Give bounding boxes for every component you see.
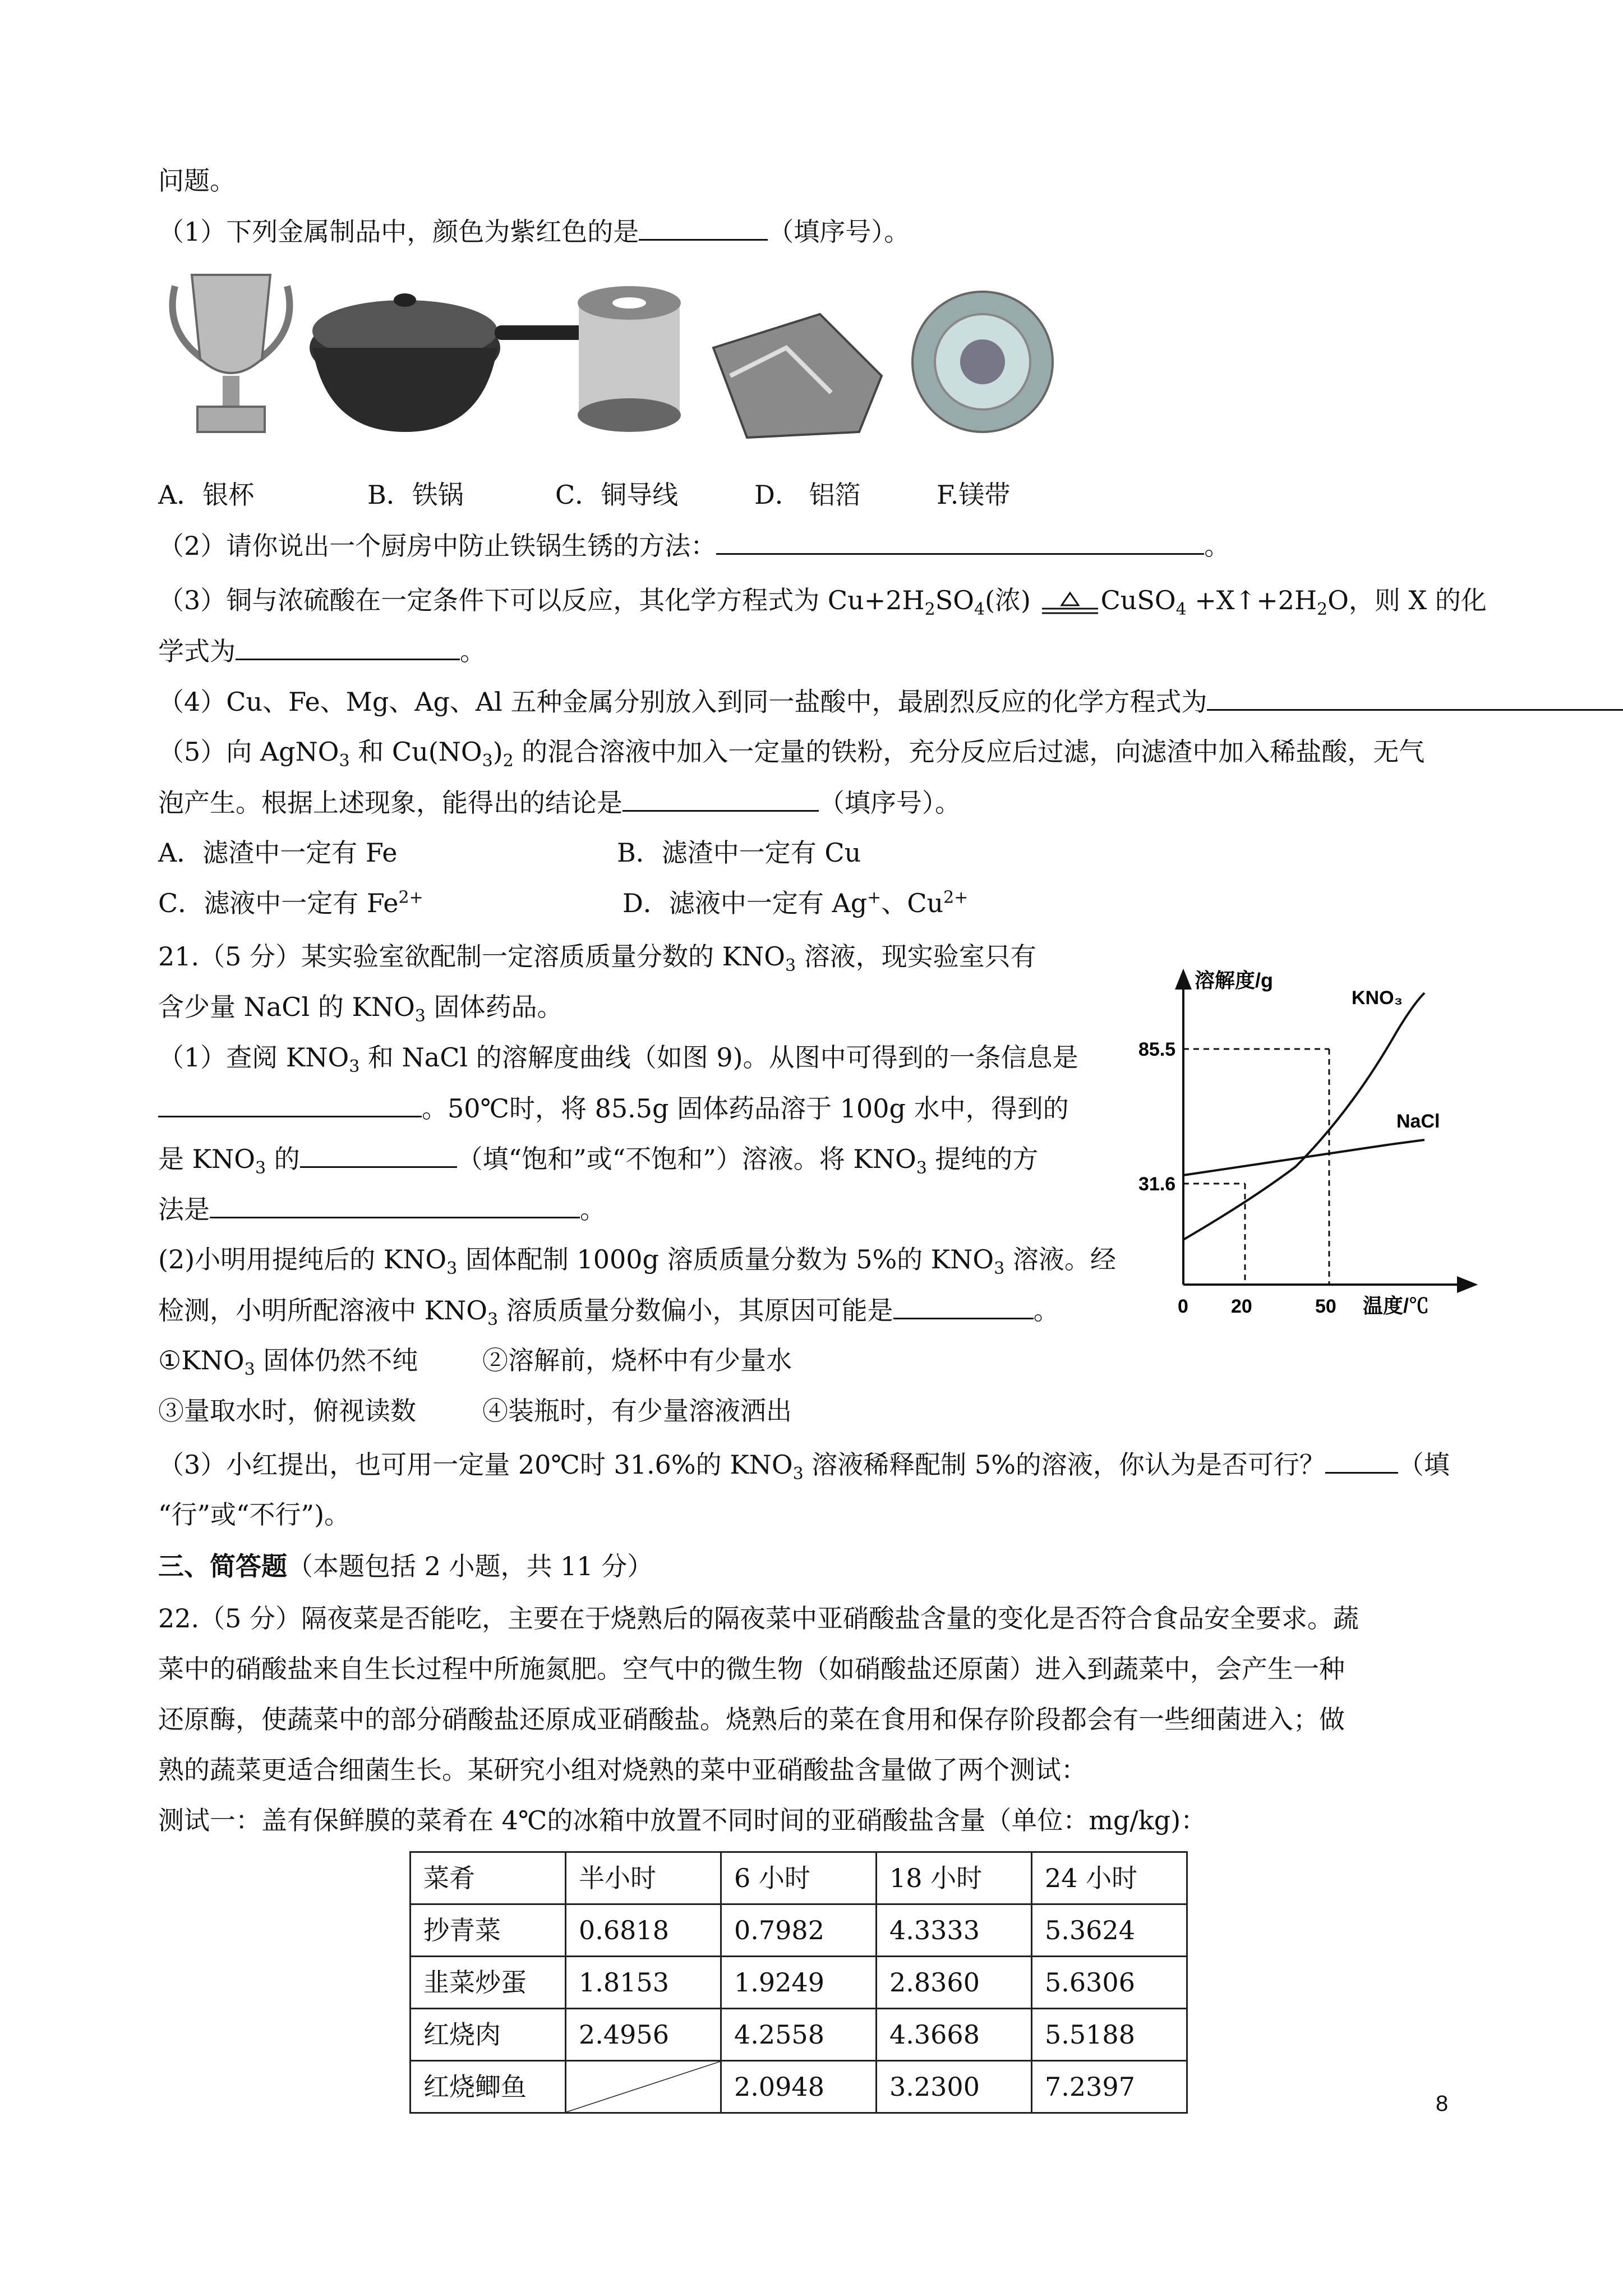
copper-wire-image (578, 286, 681, 432)
answer-blank[interactable] (210, 1192, 580, 1218)
answer-blank[interactable] (300, 1142, 457, 1168)
question-21-part2: (2)小明用提纯后的 $KNO_3$ 固体配制 1000g 溶质质量分数为 5%的 $KNO_3$ 溶液。经 (158, 1244, 1116, 1279)
answer-blank[interactable] (236, 634, 460, 660)
question-3-cont: 学式为 。 (158, 634, 486, 668)
table-cell: 红烧肉 (411, 2009, 566, 2061)
y-axis-label: 溶解度/g (1195, 969, 1273, 992)
text-line: 问题。 (158, 165, 236, 196)
answer-blank[interactable] (639, 214, 768, 241)
heat-equals-symbol (1039, 583, 1101, 617)
magnesium-ribbon-image (912, 292, 1053, 432)
option-d: D． 铝箔 (754, 480, 861, 510)
table-cell: 4.3333 (877, 1904, 1032, 1957)
nacl-label: NaCl (1396, 1111, 1440, 1132)
y-tick-85: 85.5 (1138, 1039, 1176, 1060)
table-header-cell: 半小时 (566, 1852, 721, 1904)
x-tick-50: 50 (1315, 1296, 1336, 1317)
paragraph-22-line1: 22.（5 分）隔夜菜是否能吃，主要在于烧熟后的隔夜菜中亚硝酸盐含量的变化是否符合食品安全要求。蔬 (158, 1603, 1359, 1634)
question-21-part3: （3）小红提出，也可用一定量 20℃时 31.6%的 $KNO_3$ 溶液稀释配制 5%的溶液，你认为是否可行？ （填 (158, 1447, 1450, 1481)
question-3: （3）铜与浓硫酸在一定条件下可以反应，其化学方程式为 $Cu+2H_2SO_4$(浓) CuSO$_4$ $+X↑+2H_2O$，则 X 的化 (158, 583, 1487, 617)
y-axis-arrow (1177, 972, 1190, 988)
table-cell: 红烧鲫鱼 (411, 2061, 566, 2113)
table-cell: 1.8153 (566, 1957, 721, 2009)
iron-pan-image (310, 293, 618, 432)
table-cell-diagonal (566, 2061, 721, 2113)
table-cell: 7.2397 (1032, 2061, 1187, 2113)
table-cell: 5.5188 (1032, 2009, 1187, 2061)
table-cell: 韭菜炒蛋 (411, 1957, 566, 2009)
table-cell: 2.8360 (877, 1957, 1032, 2009)
question-21-line2: 含少量 NaCl 的 $KNO_3$ 固体药品。 (158, 992, 563, 1027)
question-21-part1: （1）查阅 $KNO_3$ 和 NaCl 的溶解度曲线（如图 9)。从图中可得到的一条信息是 (158, 1042, 1078, 1077)
paragraph-22-line4: 熟的蔬菜更适合细菌生长。某研究小组对烧熟的菜中亚硝酸盐含量做了两个测试： (158, 1755, 1087, 1785)
answer-blank[interactable] (158, 1091, 422, 1117)
table-cell: 5.6306 (1032, 1957, 1187, 2009)
q5-option-d: D．滤液中一定有 Ag+、$Cu^{2+}$ (623, 887, 969, 918)
table-cell: 3.2300 (877, 2061, 1032, 2113)
table-row (411, 1957, 1187, 2009)
kno3-curve (1183, 993, 1424, 1240)
table-header-cell: 6 小时 (721, 1852, 877, 1904)
question-21-part2-cont: 检测，小明所配溶液中 $KNO_3$ 溶质质量分数偏小，其原因可能是 。 (158, 1293, 1059, 1327)
question-21-part3-cont: “行”或“不行”)。 (158, 1499, 351, 1530)
test-one-intro: 测试一：盖有保鲜膜的菜肴在 4℃的冰箱中放置不同时间的亚硝酸盐含量（单位：mg/kg)： (158, 1805, 1207, 1835)
answer-blank[interactable] (1325, 1447, 1398, 1474)
y-tick-31: 31.6 (1138, 1174, 1176, 1195)
choice-4: ④装瓶时，有少量溶液洒出 (482, 1396, 792, 1426)
table-cell: 抄青菜 (411, 1904, 566, 1957)
option-a: A．银杯 (158, 480, 255, 510)
table-cell: 2.0948 (721, 2061, 877, 2113)
table-header-cell: 菜肴 (411, 1852, 566, 1904)
nacl-line (1183, 1144, 1391, 1175)
x-axis-label: 温度/℃ (1363, 1294, 1430, 1317)
table-cell: 5.3624 (1032, 1904, 1187, 1957)
option-c: C．铜导线 (555, 480, 679, 510)
answer-blank[interactable] (893, 1293, 1034, 1319)
silver-cup-image (173, 275, 290, 432)
option-b: B．铁锅 (367, 480, 464, 510)
metal-items-photos (158, 264, 1067, 460)
table-header-row (411, 1852, 1187, 1904)
question-21-part1-cont: 。50℃时，将 85.5g 固体药品溶于 100g 水中，得到的 (158, 1091, 1069, 1125)
solubility-graph (1127, 959, 1492, 1318)
question-1: （1）下列金属制品中，颜色为紫红色的是 （填序号）。 (158, 214, 910, 249)
question-2: （2）请你说出一个厨房中防止铁锅生锈的方法： 。 (158, 528, 1230, 563)
question-21: 21.（5 分）某实验室欲配制一定溶质质量分数的 $KNO_3$ 溶液，现实验室只有 (158, 941, 1036, 976)
answer-blank[interactable] (1207, 684, 1623, 711)
table-cell: 4.3668 (877, 2009, 1032, 2061)
table-row (411, 2061, 1187, 2113)
question-21-part1-cont3: 法是 。 (158, 1192, 606, 1226)
question-21-part1-cont2: 是 $KNO_3$ 的 （填“饱和”或“不饱和”）溶液。将 $KNO_3$ 提纯的方 (158, 1142, 1038, 1176)
table-cell: 0.6818 (566, 1904, 721, 1957)
table-row (411, 2009, 1187, 2061)
x-tick-0: 0 (1178, 1296, 1188, 1317)
q5-option-b: B．滤渣中一定有 Cu (617, 838, 861, 868)
aluminum-foil-image (713, 314, 882, 438)
table-cell: 1.9249 (721, 1957, 877, 2009)
paragraph-22-line3: 还原酶，使蔬菜中的部分硝酸盐还原成亚硝酸盐。烧熟后的菜在食用和保存阶段都会有一些细菌进入；做 (158, 1704, 1345, 1734)
answer-blank[interactable] (716, 528, 1204, 555)
page-number: 8 (1436, 2091, 1449, 2116)
table-header-cell: 18 小时 (877, 1852, 1032, 1904)
choice-2: ②溶解前，烧杯中有少量水 (482, 1345, 792, 1375)
nacl-line-ext (1391, 1140, 1424, 1144)
q5-option-c: C．滤液中一定有 $Fe^{2+}$ (158, 887, 423, 918)
table-row (411, 1904, 1187, 1957)
paragraph-22-line2: 菜中的硝酸盐来自生长过程中所施氮肥。空气中的微生物（如硝酸盐还原菌）进入到蔬菜中，会产生一种 (158, 1654, 1345, 1684)
x-tick-20: 20 (1231, 1296, 1252, 1317)
question-5: （5）向 AgNO$_3$ 和 $Cu(NO_3)_2$ 的混合溶液中加入一定量的铁粉，充分反应后过滤，向滤渣中加入稀盐酸，无气 (158, 737, 1425, 771)
x-axis-arrow (1458, 1278, 1475, 1291)
choice-3: ③量取水时，俯视读数 (158, 1396, 416, 1426)
table-cell: 0.7982 (721, 1904, 877, 1957)
q5-option-a: A．滤渣中一定有 Fe (158, 838, 398, 868)
table-cell: 4.2558 (721, 2009, 877, 2061)
option-f: F.镁带 (937, 480, 1011, 510)
table-cell: 2.4956 (566, 2009, 721, 2061)
question-5-cont: 泡产生。根据上述现象，能得出的结论是 （填序号）。 (158, 785, 961, 820)
answer-blank[interactable] (623, 785, 819, 812)
kno3-label: KNO₃ (1352, 987, 1403, 1009)
section-3-heading: 三、简答题（本题包括 2 小题，共 11 分） (158, 1551, 653, 1581)
choice-1: $①KNO_3$ 固体仍然不纯 (158, 1345, 418, 1380)
nitrite-table (409, 1851, 1188, 2114)
question-4: （4）Cu、Fe、Mg、Ag、Al 五种金属分别放入到同一盐酸中，最剧烈反应的化学方程式为 (158, 684, 1623, 719)
table-header-cell: 24 小时 (1032, 1852, 1187, 1904)
